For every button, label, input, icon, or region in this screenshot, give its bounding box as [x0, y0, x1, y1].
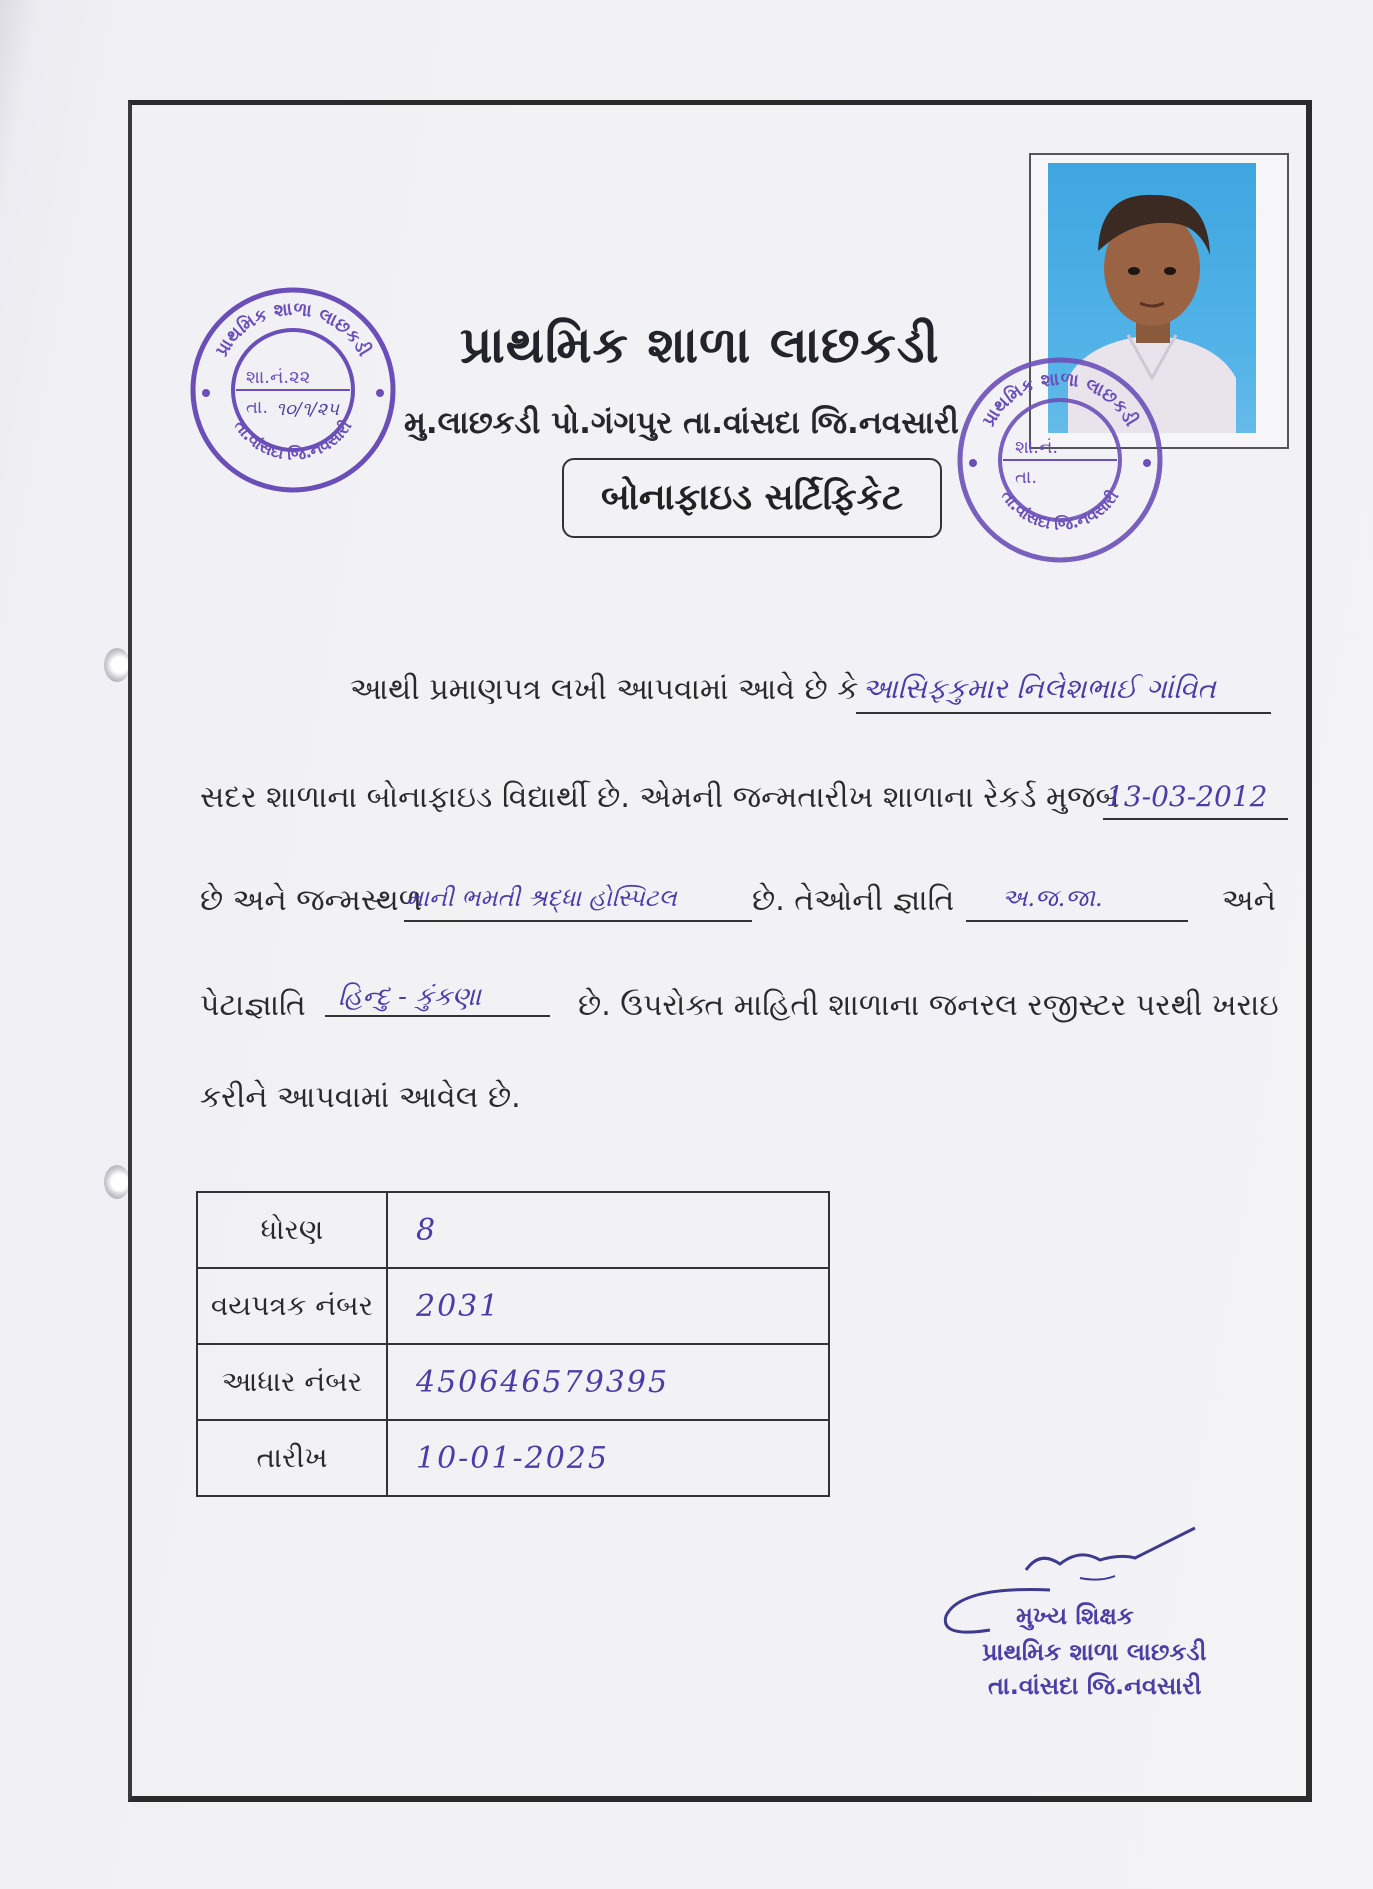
- signature-designation: મુખ્ય શિક્ષક: [1016, 1602, 1134, 1630]
- caste: અ.જ.જા.: [1002, 884, 1103, 912]
- table-row: [197, 1192, 829, 1268]
- body-line-1: આથી પ્રમાણપત્ર લખી આપવામાં આવે છે કે: [350, 672, 859, 707]
- table-row: [197, 1344, 829, 1420]
- stamp-right-bottom-text: તા.વાંસદા જિ.નવસારી: [997, 486, 1123, 534]
- stamp-right-inner-line2: તા.: [1015, 467, 1038, 488]
- body-line-3-mid: છે. તેઓની જ્ઞાતિ: [752, 883, 955, 918]
- signature-location: તા.વાંસદા જિ.નવસારી: [988, 1672, 1202, 1700]
- stamp-left-inner-line2: તા.: [246, 397, 269, 418]
- student-info-table: [196, 1191, 830, 1497]
- stamp-left-outer-text: પ્રાથમિક શાળા લાછકડી: [211, 298, 375, 361]
- table-row: [197, 1420, 829, 1496]
- table-label-date: તારીખ: [197, 1420, 387, 1496]
- body-line-5: કરીને આપવામાં આવેલ છે.: [200, 1080, 521, 1115]
- birth-place: માની ભમતી શ્રદ્ધા હોસ્પિટલ: [406, 884, 677, 912]
- stamp-left-bottom-text: તા.વાંસદા જિ.નવસારી: [230, 416, 356, 464]
- school-name-heading: પ્રાથમિક શાળા લાછકડી: [460, 316, 940, 374]
- stamp-right-inner-line1: શા.નં.: [1015, 437, 1059, 458]
- svg-text:તા.વાંસદા જિ.નવસારી: [997, 486, 1122, 533]
- stamp-left-inner-line1: શા.નં.૨૨: [246, 367, 311, 388]
- punch-hole: [104, 648, 130, 682]
- birth-place-underline: [404, 920, 752, 922]
- birth-date: 13-03-2012: [1106, 780, 1268, 813]
- body-line-2: સદર શાળાના બોનાફાઇડ વિદ્યાર્થી છે. એમની જન્મતારીખ શાળાના રેકર્ડ મુજબ: [200, 780, 1120, 815]
- school-stamp-right: [955, 355, 1165, 565]
- table-label-register-number: વયપત્રક નંબર: [197, 1268, 387, 1344]
- body-line-4-prefix: પેટાજ્ઞાતિ: [200, 988, 306, 1023]
- body-line-3-prefix: છે અને જન્મસ્થળ: [200, 883, 423, 918]
- stamp-left-graphic: [188, 285, 398, 495]
- certificate-title: બોનાફાઇડ સર્ટિફિકેટ: [601, 477, 903, 518]
- stamp-right-outer-text: પ્રાથમિક શાળા લાછકડી: [978, 368, 1142, 431]
- headmaster-signature-block: [930, 1520, 1220, 1720]
- school-address: મુ.લાછકડી પો.ગંગપુર તા.વાંસદા જિ.નવસારી: [404, 405, 959, 441]
- table-value-standard: 8: [387, 1192, 829, 1268]
- table-label-aadhaar-number: આધાર નંબર: [197, 1344, 387, 1420]
- birth-date-underline: [1103, 818, 1288, 820]
- caste-underline: [966, 920, 1188, 922]
- punch-hole: [104, 1165, 130, 1199]
- student-name: આસિફકુમાર નિલેશભાઈ ગાંવિત: [862, 672, 1216, 705]
- table-value-aadhaar-number: 450646579395: [387, 1344, 829, 1420]
- table-value-register-number: 2031: [387, 1268, 829, 1344]
- certificate-title-box: [562, 458, 942, 538]
- stamp-left-handwritten-date: ૧૦/૧/૨૫: [276, 399, 339, 420]
- sub-caste: હિન્દુ - કુંકણા: [338, 982, 481, 1012]
- svg-text:તા.વાંસદા જિ.નવસારી: [230, 416, 355, 463]
- school-stamp-left: [188, 285, 398, 495]
- sub-caste-underline: [325, 1015, 550, 1017]
- table-value-date: 10-01-2025: [387, 1420, 829, 1496]
- body-line-4-suffix: છે. ઉપરોક્ત માહિતી શાળાના જનરલ રજીસ્ટર પરથી ખરાઇ: [578, 988, 1279, 1023]
- table-row: [197, 1268, 829, 1344]
- signature-school: પ્રાથમિક શાળા લાછકડી: [982, 1638, 1207, 1666]
- body-line-3-suffix: અને: [1222, 883, 1276, 918]
- student-name-underline: [856, 712, 1271, 714]
- stamp-right-graphic: [955, 355, 1165, 565]
- table-label-standard: ધોરણ: [197, 1192, 387, 1268]
